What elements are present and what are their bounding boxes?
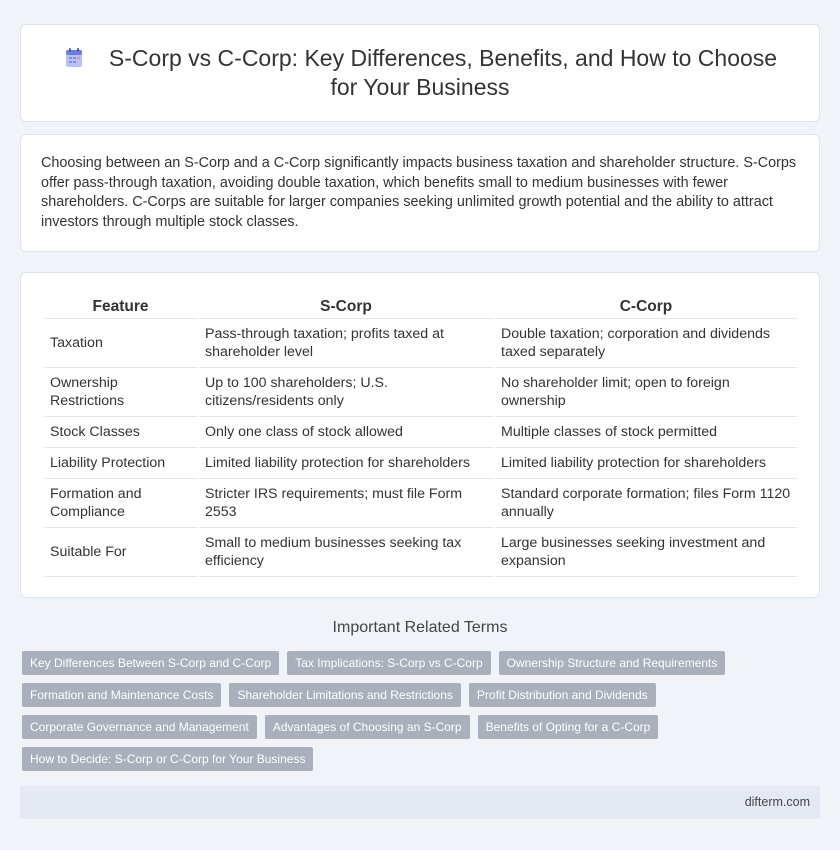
table-cell: Liability Protection — [44, 448, 197, 479]
related-term-tag[interactable]: Benefits of Opting for a C-Corp — [478, 715, 659, 739]
table-row — [44, 479, 797, 528]
related-terms-list — [22, 651, 822, 779]
footer-site-name: difterm.com — [744, 795, 810, 809]
footer — [20, 786, 820, 819]
table-row — [44, 528, 797, 577]
table-row — [44, 368, 797, 417]
page-title — [57, 44, 783, 102]
table-cell: Large businesses seeking investment and expansion — [495, 528, 797, 577]
related-term-tag[interactable]: Shareholder Limitations and Restrictions — [229, 683, 460, 707]
related-term-tag[interactable]: Tax Implications: S-Corp vs C-Corp — [287, 651, 490, 675]
table-cell: No shareholder limit; open to foreign ownership — [495, 368, 797, 417]
table-cell: Small to medium businesses seeking tax efficiency — [199, 528, 493, 577]
related-term-tag[interactable]: Profit Distribution and Dividends — [469, 683, 656, 707]
related-term-tag[interactable]: Key Differences Between S-Corp and C-Corp — [22, 651, 279, 675]
table-cell: Pass-through taxation; profits taxed at shareholder level — [199, 319, 493, 368]
column-header: Feature — [44, 295, 197, 319]
table-cell: Double taxation; corporation and dividends taxed separately — [495, 319, 797, 368]
related-terms-heading: Important Related Terms — [332, 619, 508, 636]
header-card — [20, 24, 820, 122]
related-term-tag[interactable]: Corporate Governance and Management — [22, 715, 257, 739]
intro-paragraph: Choosing between an S-Corp and a C-Corp significantly impacts business taxation and shareholder structure. S-Corps offer pass-through taxation, avoiding double taxation, which benefits small to medium businesses with fewer shareholders. C-Corps are suitable for larger companies seeking unlimited growth potential and the ability to attract investors through multiple stock classes. — [41, 155, 797, 230]
page-title-text: S-Corp vs C-Corp: Key Differences, Benefits, and How to Choose for Your Business — [108, 45, 778, 100]
intro-card — [20, 134, 820, 252]
document-icon — [63, 47, 85, 69]
table-cell: Standard corporate formation; files Form 1120 annually — [495, 479, 797, 528]
table-cell: Limited liability protection for shareholders — [199, 448, 493, 479]
comparison-table — [42, 295, 799, 577]
column-header: S-Corp — [199, 295, 493, 319]
column-header: C-Corp — [495, 295, 797, 319]
table-row — [44, 319, 797, 368]
table-row — [44, 448, 797, 479]
table-cell: Up to 100 shareholders; U.S. citizens/residents only — [199, 368, 493, 417]
table-cell: Ownership Restrictions — [44, 368, 197, 417]
table-cell: Multiple classes of stock permitted — [495, 417, 797, 448]
related-term-tag[interactable]: Formation and Maintenance Costs — [22, 683, 221, 707]
table-cell: Stricter IRS requirements; must file Form 2553 — [199, 479, 493, 528]
table-cell: Stock Classes — [44, 417, 197, 448]
table-cell: Taxation — [44, 319, 197, 368]
table-cell: Limited liability protection for shareholders — [495, 448, 797, 479]
related-term-tag[interactable]: Advantages of Choosing an S-Corp — [265, 715, 470, 739]
table-row — [44, 417, 797, 448]
table-cell: Suitable For — [44, 528, 197, 577]
related-term-tag[interactable]: How to Decide: S-Corp or C-Corp for Your Business — [22, 747, 313, 771]
table-header-row — [44, 295, 797, 319]
related-term-tag[interactable]: Ownership Structure and Requirements — [499, 651, 726, 675]
table-cell: Formation and Compliance — [44, 479, 197, 528]
comparison-card — [20, 272, 820, 598]
table-cell: Only one class of stock allowed — [199, 417, 493, 448]
